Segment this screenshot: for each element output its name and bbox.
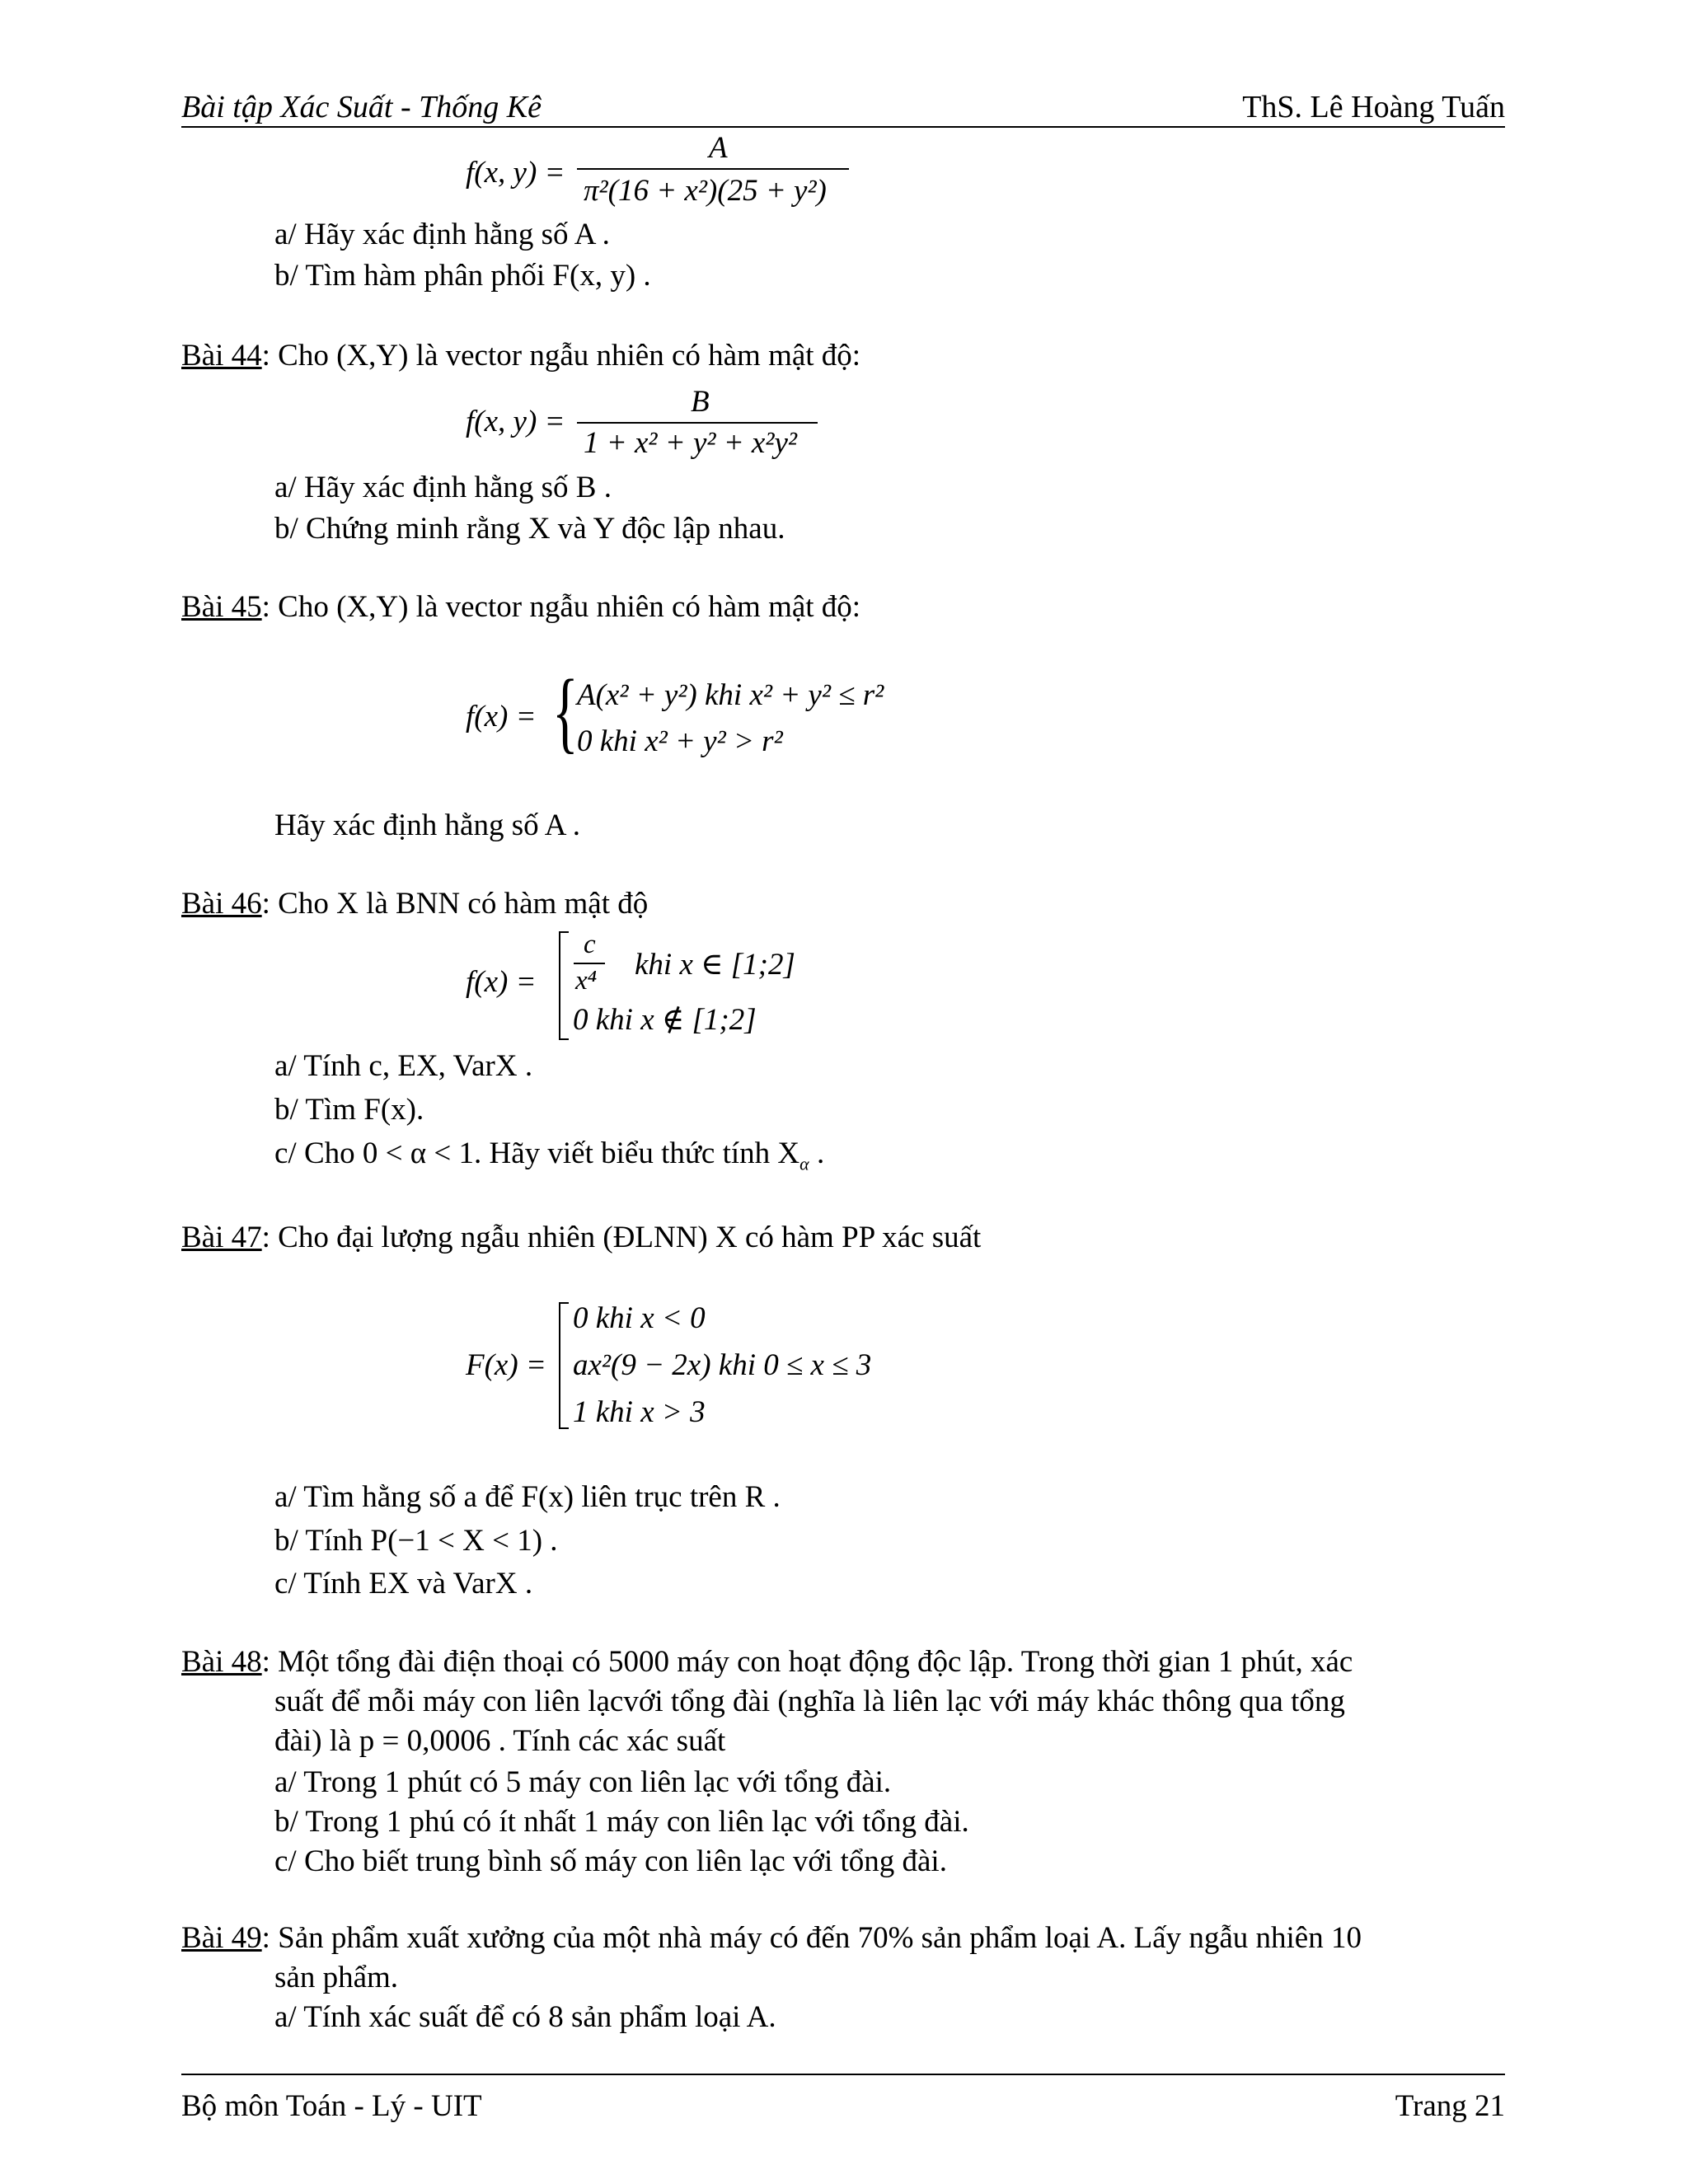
bai45-formula-lhs: f(x) = <box>466 700 537 733</box>
bai46-heading <box>181 886 648 921</box>
bai45-text: : Cho (X,Y) là vector ngẫu nhiên có hàm mật độ: <box>261 590 861 624</box>
bai47-case2: ax²(9 − 2x) khi 0 ≤ x ≤ 3 <box>573 1348 872 1382</box>
footer-divider <box>181 2074 1505 2075</box>
bai46-formula-lhs: f(x) = <box>466 965 537 999</box>
bai48-label: Bài 48 <box>181 1645 262 1679</box>
bai46-case1-den: x⁴ <box>575 966 598 996</box>
bai49-label: Bài 49 <box>181 1921 262 1955</box>
bai45-label: Bài 45 <box>181 590 262 624</box>
intro-formula-den: π²(16 + x²)(25 + y²) <box>584 174 827 208</box>
bai46-question-a: a/ Tính c, EX, VarX . <box>274 1049 533 1083</box>
header-divider <box>181 126 1505 128</box>
bai49-line1: : Sản phẩm xuất xưởng của một nhà máy có đến 70% sản phẩm loại A. Lấy ngẫu nhiên 10 <box>261 1921 1362 1955</box>
bai45-case1: A(x² + y²) khi x² + y² ≤ r² <box>577 678 884 712</box>
header-title: Bài tập Xác Suất - Thống Kê <box>181 90 542 124</box>
bai48-question-c: c/ Cho biết trung bình số máy con liên lạc với tổng đài. <box>274 1844 947 1878</box>
bai44-formula-num: B <box>691 385 710 419</box>
bai44-label: Bài 44 <box>181 339 262 373</box>
bai46-label: Bài 46 <box>181 887 262 921</box>
bai47-formula-lhs: F(x) = <box>466 1348 546 1382</box>
bai45-brace: { <box>552 661 579 762</box>
bai47-heading <box>181 1220 981 1255</box>
bai46-text: : Cho X là BNN có hàm mật độ <box>261 887 649 921</box>
bai48-line3: đài) là p = 0,0006 . Tính các xác suất <box>274 1724 726 1758</box>
bai48-question-a: a/ Trong 1 phút có 5 máy con liên lạc với tổng đài. <box>274 1765 892 1799</box>
bai45-heading <box>181 589 860 625</box>
header-author: ThS. Lê Hoàng Tuấn <box>1242 90 1505 124</box>
bai45-case2: 0 khi x² + y² > r² <box>577 724 783 758</box>
bai47-label: Bài 47 <box>181 1221 262 1254</box>
bai48-line1: : Một tổng đài điện thoại có 5000 máy con hoạt động độc lập. Trong thời gian 1 phút, xác <box>261 1645 1353 1679</box>
bai48-question-b: b/ Trong 1 phú có ít nhất 1 máy con liên lạc với tổng đài. <box>274 1805 969 1839</box>
intro-question-a: a/ Hãy xác định hằng số A . <box>274 218 610 251</box>
intro-formula-lhs: f(x, y) = <box>466 156 565 190</box>
bai46-case1-num: c <box>584 930 596 959</box>
bai46-question-c <box>274 1136 824 1174</box>
bai46-question-c-text: c/ Cho 0 < α < 1. Hãy viết biểu thức tính X <box>274 1137 800 1170</box>
bai45-question-a: Hãy xác định hằng số A . <box>274 808 580 842</box>
bai46-case1-fraction-bar <box>574 963 605 964</box>
bai47-case1: 0 khi x < 0 <box>573 1301 706 1335</box>
bai46-case2: 0 khi x ∉ [1;2] <box>573 1003 757 1037</box>
bai49-question-a: a/ Tính xác suất để có 8 sản phẩm loại A. <box>274 2000 776 2034</box>
bai47-case3: 1 khi x > 3 <box>573 1395 706 1429</box>
intro-question-b: b/ Tìm hàm phân phối F(x, y) . <box>274 259 651 293</box>
intro-fraction-bar <box>577 168 849 170</box>
bai46-question-c-end: . <box>809 1137 825 1170</box>
bai46-question-b: b/ Tìm F(x). <box>274 1093 424 1127</box>
bai48-line2: suất để mỗi máy con liên lạcvới tổng đài (nghĩa là liên lạc với máy khác thông qua tổng <box>274 1685 1345 1718</box>
bai44-formula-lhs: f(x, y) = <box>466 405 565 438</box>
bai47-question-a: a/ Tìm hằng số a để F(x) liên trục trên R . <box>274 1480 781 1514</box>
bai47-question-b: b/ Tính P(−1 < X < 1) . <box>274 1524 558 1558</box>
bai44-fraction-bar <box>577 422 818 424</box>
bai46-bracket <box>559 931 569 1040</box>
bai47-bracket <box>559 1302 569 1429</box>
bai47-text: : Cho đại lượng ngẫu nhiên (ĐLNN) X có hàm PP xác suất <box>261 1221 982 1254</box>
bai49-line2: sản phẩm. <box>274 1961 399 1994</box>
bai48-heading <box>181 1644 1353 1680</box>
intro-formula-num: A <box>709 131 728 165</box>
bai46-case1-cond: khi x ∈ [1;2] <box>635 948 795 982</box>
footer-department: Bộ môn Toán - Lý - UIT <box>181 2089 482 2123</box>
bai46-question-c-sub: α <box>799 1153 809 1174</box>
footer-page-number: Trang 21 <box>1395 2089 1505 2123</box>
bai49-heading <box>181 1920 1362 1956</box>
bai47-question-c: c/ Tính EX và VarX . <box>274 1567 533 1601</box>
bai44-question-b: b/ Chứng minh rằng X và Y độc lập nhau. <box>274 512 785 546</box>
bai44-question-a: a/ Hãy xác định hằng số B . <box>274 471 612 504</box>
bai44-heading <box>181 338 860 373</box>
bai44-text: : Cho (X,Y) là vector ngẫu nhiên có hàm mật độ: <box>261 339 861 373</box>
bai44-formula-den: 1 + x² + y² + x²y² <box>584 426 797 460</box>
